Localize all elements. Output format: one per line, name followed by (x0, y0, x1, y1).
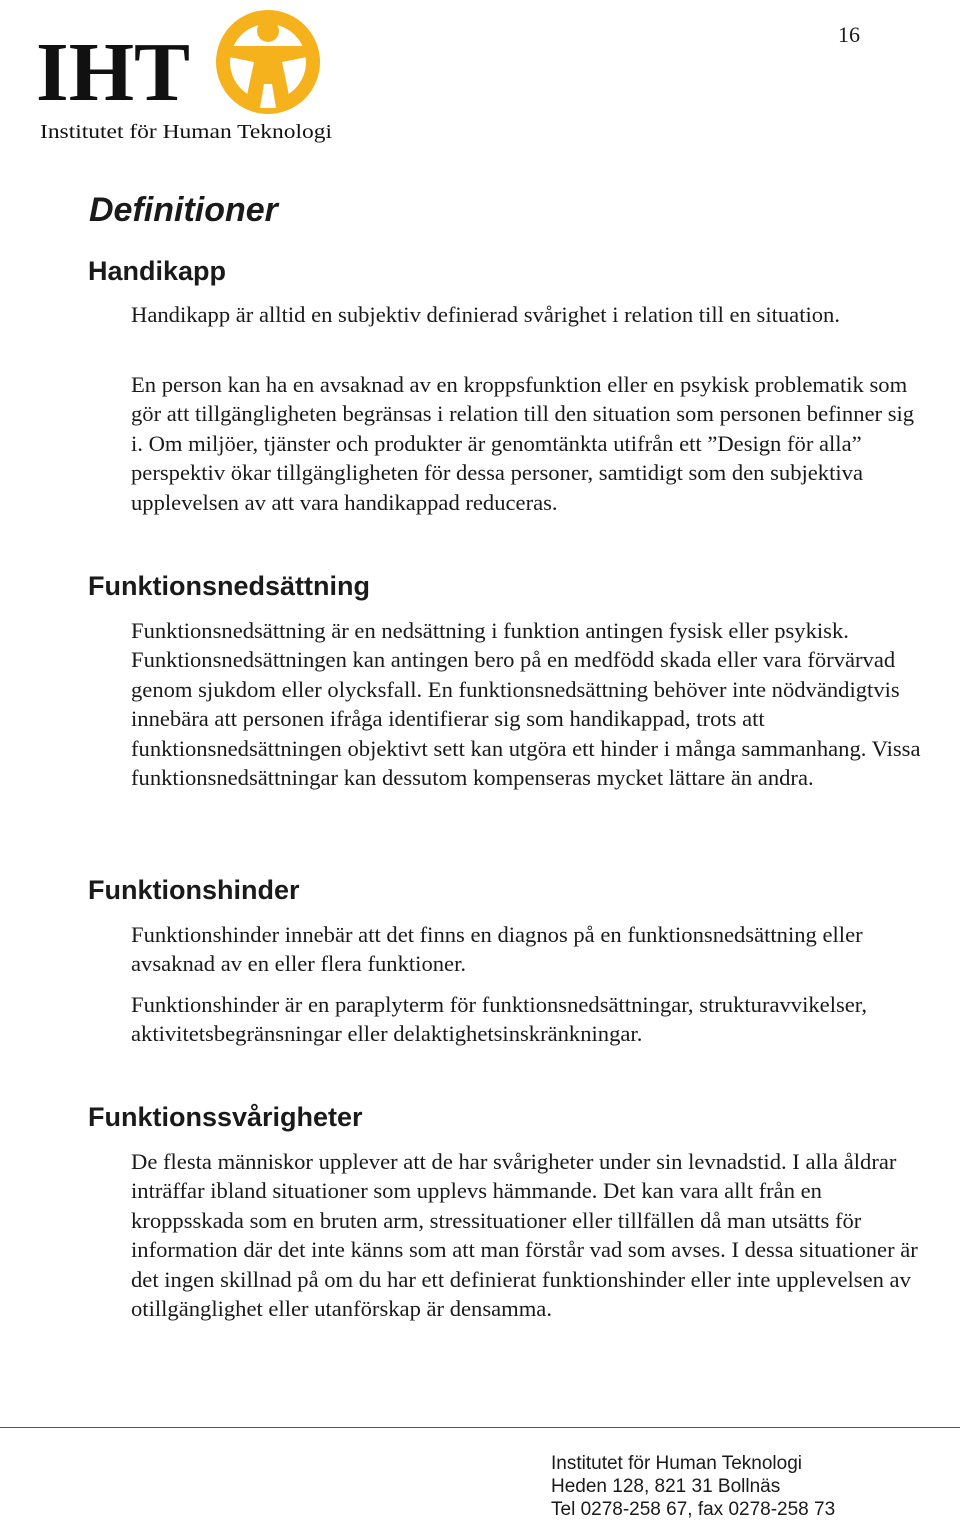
footer-contact: Tel 0278-258 67, fax 0278-258 73 (551, 1499, 836, 1520)
section-heading-funktionshinder: Funktionshinder (88, 875, 300, 905)
paragraph-funktionshinder-1: Funktionshinder innebär att det finns en diagnos på en funktionsnedsättning eller avsaknad av en eller flera funktioner. (131, 922, 863, 977)
paragraph-funktionshinder-2: Funktionshinder är en paraplyterm för funktionsnedsättningar, strukturavvikelser, aktivitetsbegränsningar eller delaktighetsinskränkningar. (131, 992, 868, 1047)
iht-logo-graphic (36, 4, 336, 146)
page-number: 16 (838, 22, 860, 47)
section-heading-handikapp: Handikapp (88, 256, 227, 286)
section-heading-funktionsnedsattning: Funktionsnedsättning (88, 571, 370, 601)
section-heading-funktionssvarigheter: Funktionssvårigheter (88, 1102, 363, 1132)
paragraph-funktionssvarigheter-1: De flesta människor upplever att de har svårigheter under sin levnadstid. I alla åldrar inträffar ibland situationer som upplevs hämmande. Det kan vara allt från en kroppsskada som en bruten arm, stressituationer eller tillfällen då man utsätts för information där det inte känns som att man förstår vad som avses. I dessa situationer är det ingen skillnad på om du har ett definierat funktionshinder eller inte upplevelsen av otillgänglighet eller utanförskap är densamma. (131, 1149, 918, 1322)
logo-subtitle: Institutet för Human Teknologi (40, 122, 333, 143)
person-emblem-icon (216, 10, 320, 114)
iht-logo (36, 4, 336, 146)
paragraph-funktionsnedsattning-1: Funktionsnedsättning är en nedsättning i funktion antingen fysisk eller psykisk. Funktionsnedsättningen kan antingen bero på en medfödd skada eller vara förvärvad genom sjukdom eller olycksfall. En funktionsnedsättning behöver inte nödvändigtvis innebära att personen ifråga identifierar sig som handikappad, trots att funktionsnedsättningen objektivt sett kan utgöra ett hinder i många sammanhang. Vissa funktionsnedsättningar kan dessutom kompenseras mycket lättare än andra. (131, 618, 921, 791)
paragraph-handikapp-2: En person kan ha en avsaknad av en kroppsfunktion eller en psykisk problematik som gör att tillgängligheten begränsas i relation till den situation som personen befinner sig i. Om miljöer, tjänster och produkter är genomtänkta utifrån ett ”Design för alla” perspektiv ökar tillgängligheten för dessa personer, samtidigt som den subjektiva upplevelsen av att vara handikappad reduceras. (131, 372, 915, 515)
logo-wordmark: IHT (36, 26, 191, 119)
footer-address: Heden 128, 821 31 Bollnäs (551, 1476, 781, 1497)
footer (551, 1452, 835, 1521)
footer-divider (0, 1427, 960, 1428)
footer-organization: Institutet för Human Teknologi (551, 1453, 803, 1474)
page-title: Definitioner (89, 191, 278, 229)
paragraph-handikapp-1: Handikapp är alltid en subjektiv definierad svårighet i relation till en situation. (131, 302, 841, 327)
